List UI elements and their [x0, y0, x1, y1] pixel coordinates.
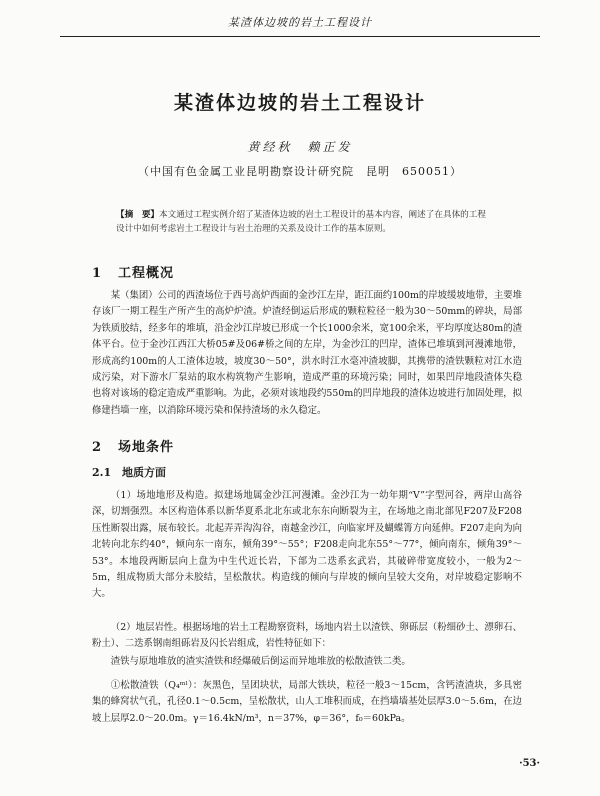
paragraph: （2）地层岩性。根据场地的岩土工程勘察资料，场地内岩土以渣铁、卵砾层（粉细砂土、漂卵石、粉土）、二迭系钢南组砾岩及闪长岩组成，岩性特征如下： — [92, 622, 522, 650]
article-title: 某渣体边坡的岩土工程设计 — [173, 92, 426, 114]
paragraph: 渣铁与原地堆放的渣实渣铁和经爆破后倒运而异地堆放的松散渣铁二类。 — [110, 656, 411, 667]
section-number: 2 — [92, 440, 103, 455]
running-head-title: 某渣体边坡的岩土工程设计 — [228, 16, 372, 29]
paragraph: （1）场地地形及构造。拟建场地属金沙江河漫滩。金沙江为一幼年期“V”字型河谷，两岸山高谷深，切割强烈。本区构造体系以新华夏系北北东或北东东向断裂为主，在场地之南北部见F207及F208压性断裂出露，展布较长。北起弄弄沟沟谷，南越金沙江，向临家坪及蝴蝶箐方向延伸。F207走向为向北转向北东约40°，倾向东一南东，倾角39°～55°；F208走向北东55°～77°，倾向南东，倾角39°～53°。本地段两断层向上盘为中生代近长岩，下部为二迭系玄武岩，其破碎带宽度较小，一般为2～5m，组成物质大部分未胶结，呈松散状。构造线的倾向与岸坡的倾向呈较大交角，对岸坡稳定影响不大。 — [92, 490, 522, 600]
subsection-heading — [92, 464, 166, 480]
article-authors: 黄经秋 赖正发 — [247, 140, 353, 154]
article-affiliation: （中国有色金属工业昆明勘察设计研究院 昆明 650051） — [138, 165, 462, 178]
section-heading — [92, 262, 174, 281]
paragraph: 某（集团）公司的西渣场位于西号高炉西面的金沙江左岸，距江面约100m的岸坡缓坡地带，主要堆存该厂一期工程生产所产生的高炉炉渣。炉渣经倒运后形成的颗粒粒径一般为30～50mm的碎块，局部为铁质胶结，经多年的堆填，沿金沙江岸坡已形成一个长1000余米，宽100余米，平均厚度达80m的渣体平台。位于金沙江西江大桥05#及06#桥之间的左岸，为金沙江的凹岸，渣体已堆填到河漫滩地带，形成高约100m的人工渣体边坡，坡度30～50°，洪水时江水毫冲渣坡脚，其携带的渣铁颗粒对江水造成污染，对下游水厂泵站的取水构筑物产生影响，造成严重的环境污染；同时，如果凹岸地段渣体失稳也将对该场的稳定造成严重影响。为此，必须对该地段约550m的凹岸地段的渣体边坡进行加固处理，拟修建挡墙一座，以消除环境污染和保持渣场的永久稳定。 — [92, 290, 522, 416]
paragraph: ①松散渣铁（Q₄ᵐˡ）：灰黑色，呈团块状，局部大铁块，粒径一般3～15cm，含钙渣渣块，多具密集的蜂窝状气孔，孔径0.1～0.5cm，呈松散状，山人工堆积而成，在挡墙墙基处层厚3.0～5.6m，在边坡上层厚2.0～20.0m。γ＝16.4kN/m³，n＝37%，φ＝36°，f₀＝60kPa。 — [92, 680, 522, 724]
subsection-title: 地质方面 — [122, 466, 166, 479]
abstract-label: 【摘 要】 — [116, 210, 160, 220]
abstract-text: 本文通过工程实例介绍了某渣体边坡的岩土工程设计的基本内容，阐述了在具体的工程设计中如何考虑岩土工程设计与岩土治理的关系及设计工作的基本原则。 — [116, 210, 486, 234]
section-title: 工程概况 — [118, 266, 175, 281]
page-number: ·53· — [519, 758, 540, 769]
subsection-number: 2.1 — [92, 466, 112, 479]
section-title: 场地条件 — [118, 440, 175, 455]
section-number: 1 — [92, 266, 103, 281]
running-head — [60, 12, 540, 37]
abstract — [116, 208, 486, 236]
section-heading — [92, 436, 174, 455]
